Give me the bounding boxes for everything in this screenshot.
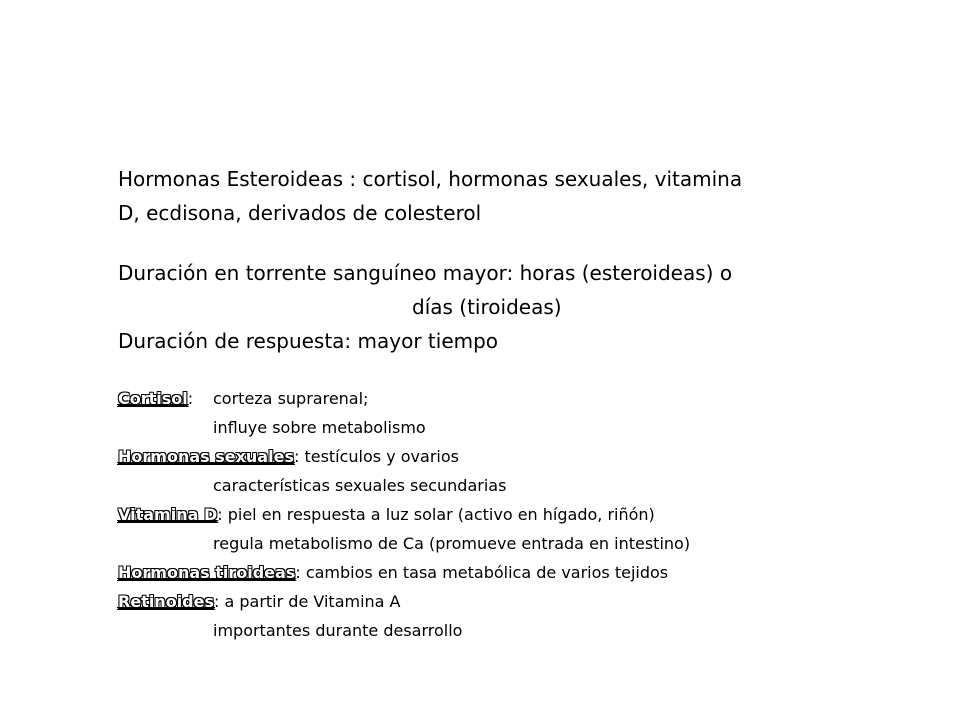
- term-separator: :: [217, 505, 223, 524]
- spacer: [118, 230, 838, 256]
- hormone-list: [118, 384, 838, 645]
- list-item-retinoides-cont: [118, 616, 838, 645]
- term-separator: :: [214, 592, 220, 611]
- desc-sexuales-2: características sexuales secundarias: [213, 476, 507, 495]
- intro-text: [118, 162, 838, 358]
- term-cortisol: Cortisol: [118, 389, 188, 408]
- term-separator: :: [295, 563, 301, 582]
- list-item-tiroideas: [118, 558, 838, 587]
- list-item-retinoides: [118, 587, 838, 616]
- list-item-vitamina-d: [118, 500, 838, 529]
- desc-vitamina-d-1: piel en respuesta a luz solar (activo en hígado, riñón): [222, 505, 655, 524]
- intro-line-5: Duración de respuesta: mayor tiempo: [118, 329, 499, 353]
- list-item-cortisol-cont: [118, 413, 838, 442]
- list-item-cortisol: [118, 384, 838, 413]
- desc-retinoides-2: importantes durante desarrollo: [213, 621, 463, 640]
- desc-tiroideas-1: cambios en tasa metabólica de varios tejidos: [300, 563, 669, 582]
- list-item-vitamina-d-cont: [118, 529, 838, 558]
- desc-cortisol-2: influye sobre metabolismo: [213, 418, 426, 437]
- intro-line-4: días (tiroideas): [412, 295, 562, 319]
- desc-retinoides-1: a partir de Vitamina A: [219, 592, 401, 611]
- term-vitamina-d: Vitamina D: [118, 505, 218, 524]
- term-separator: :: [187, 389, 194, 408]
- intro-line-2: D, ecdisona, derivados de colesterol: [118, 201, 482, 225]
- list-item-sexuales-cont: [118, 471, 838, 500]
- list-item-sexuales: [118, 442, 838, 471]
- desc-vitamina-d-2: regula metabolismo de Ca (promueve entrada en intestino): [213, 534, 691, 553]
- term-tiroideas: Hormonas tiroideas: [118, 563, 296, 582]
- desc-cortisol-1: corteza suprarenal;: [213, 389, 369, 408]
- intro-line-1: Hormonas Esteroideas : cortisol, hormonas sexuales, vitamina: [118, 167, 743, 191]
- desc-sexuales-1: testículos y ovarios: [299, 447, 459, 466]
- term-separator: :: [293, 447, 300, 466]
- term-retinoides: Retinoides: [118, 592, 214, 611]
- term-sexuales: Hormonas sexuales: [118, 447, 294, 466]
- intro-line-3: Duración en torrente sanguíneo mayor: horas (esteroideas) o: [118, 261, 733, 285]
